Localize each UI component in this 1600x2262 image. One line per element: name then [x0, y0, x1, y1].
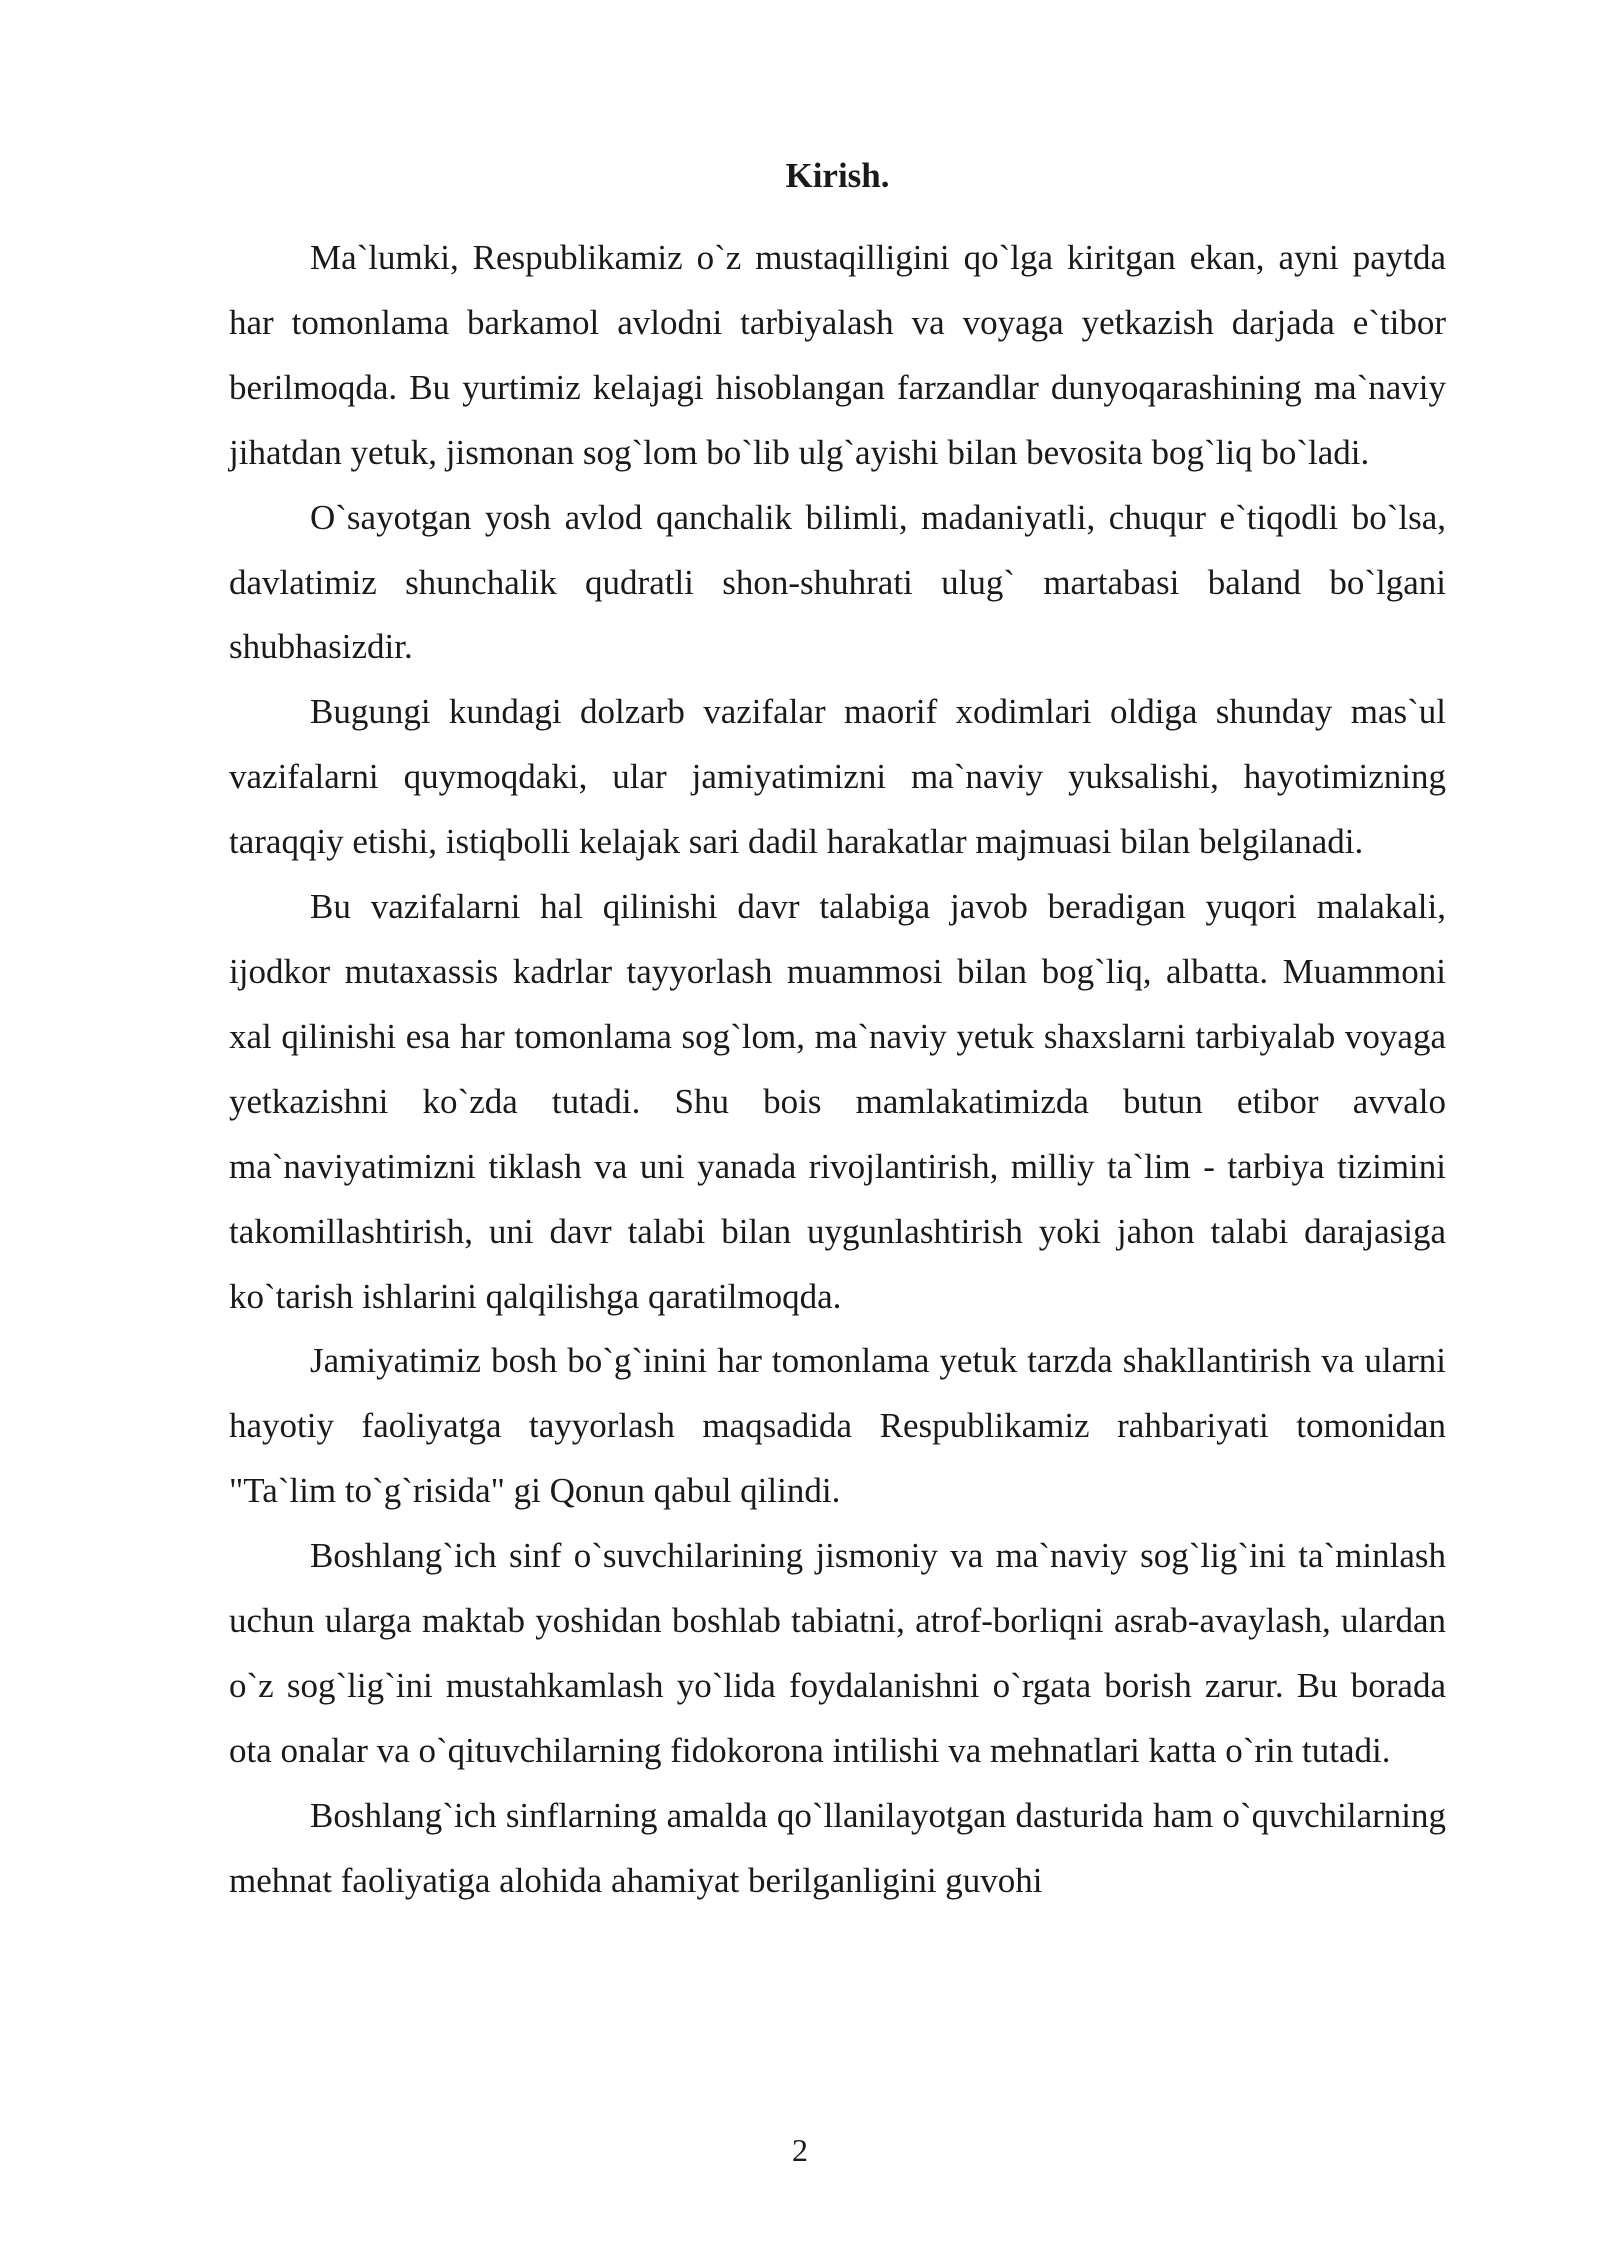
paragraph-7: Boshlang`ich sinflarning amalda qo`llanilayotgan dasturida ham o`quvchilarning mehnat faoliyatiga alohida ahamiyat berilganligini guvohi — [229, 1795, 1446, 1900]
section-title: Kirish. — [785, 156, 890, 195]
paragraph-6: Boshlang`ich sinf o`suvchilarining jismoniy va ma`naviy sog`lig`ini ta`minlash uchun ularga maktab yoshidan boshlab tabiatni, atrof-borliqni asrab-avaylash, ulardan o`z sog`lig`ini mustahkamlash yo`lida foydalanishni o`rgata borish zarur. Bu borada ota onalar va o`qituvchilarning fidokorona intilishi va mehnatlari katta o`rin tutadi. — [229, 1536, 1446, 1770]
page-body — [229, 150, 1446, 1914]
paragraph-1: Ma`lumki, Respublikamiz o`z mustaqilligini qo`lga kiritgan ekan, ayni paytda har tomonlama barkamol avlodni tarbiyalash va voyaga yetkazish darjada e`tibor berilmoqda. Bu yurtimiz kelajagi hisoblangan farzandlar dunyoqarashining ma`naviy jihatdan yetuk, jismonan sog`lom bo`lib ulg`ayishi bilan bevosita bog`liq bo`ladi. — [229, 238, 1446, 472]
paragraph-4: Bu vazifalarni hal qilinishi davr talabiga javob beradigan yuqori malakali, ijodkor mutaxassis kadrlar tayyorlash muammosi bilan bog`liq, albatta. Muammoni xal qilinishi esa har tomonlama sog`lom, ma`naviy yetuk shaxslarni tarbiyalab voyaga yetkazishni ko`zda tutadi. Shu bois mamlakatimizda butun etibor avvalo ma`naviyatimizni tiklash va uni yanada rivojlantirish, milliy ta`lim - tarbiya tizimini takomillashtirish, uni davr talabi bilan uygunlashtirish yoki jahon talabi darajasiga ko`tarish ishlarini qalqilishga qaratilmoqda. — [229, 887, 1446, 1316]
page-number: 2 — [792, 2132, 808, 2168]
paragraph-5: Jamiyatimiz bosh bo`g`inini har tomonlama yetuk tarzda shakllantirish va ularni hayotiy faoliyatga tayyorlash maqsadida Respublikamiz rahbariyati tomonidan "Ta`lim to`g`risida" gi Qonun qabul qilindi. — [229, 1341, 1446, 1511]
paragraph-2: O`sayotgan yosh avlod qanchalik bilimli, madaniyatli, chuqur e`tiqodli bo`lsa, davlatimiz shunchalik qudratli shon-shuhrati ulug` martabasi baland bo`lgani shubhasizdir. — [229, 497, 1446, 667]
paragraph-3: Bugungi kundagi dolzarb vazifalar maorif xodimlari oldiga shunday mas`ul vazifalarni quymoqdaki, ular jamiyatimizni ma`naviy yuksalishi, hayotimizning taraqqiy etishi, istiqbolli kelajak sari dadil harakatlar majmuasi bilan belgilanadi. — [229, 692, 1446, 862]
